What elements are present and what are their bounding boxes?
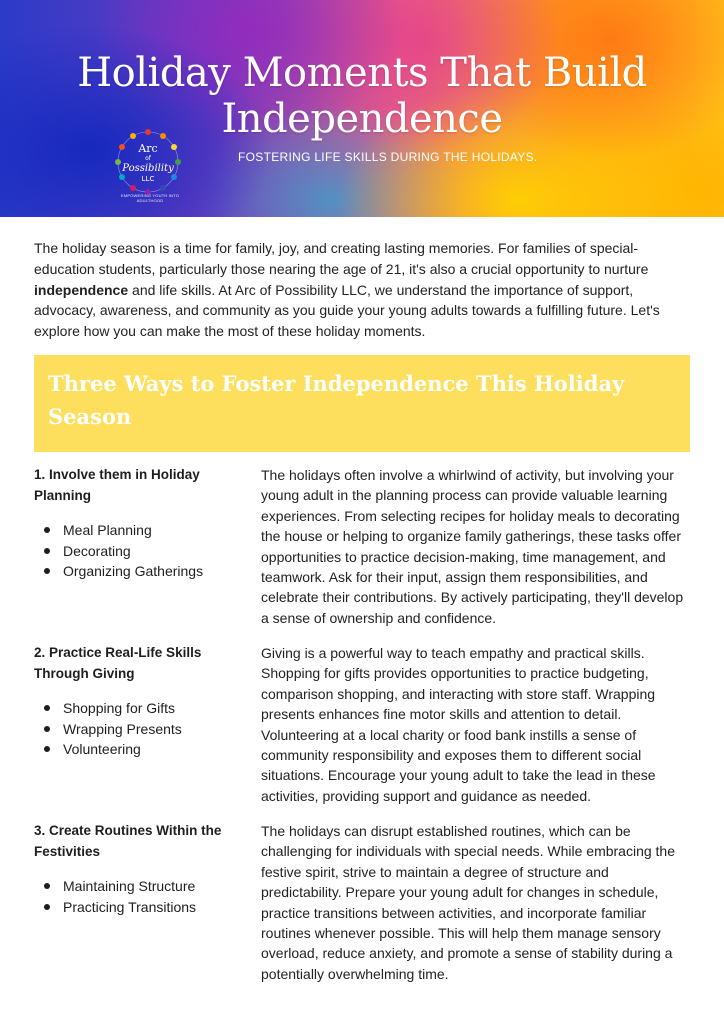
- bullet-icon: [44, 705, 50, 711]
- bullet-icon: [44, 746, 50, 752]
- bullet-icon: [44, 883, 50, 889]
- bullet-icon: [44, 904, 50, 910]
- bullet-icon: [44, 726, 50, 732]
- logo-text-arc: Arc: [138, 142, 158, 155]
- page-subtitle: FOSTERING LIFE SKILLS DURING THE HOLIDAYS.: [238, 150, 538, 164]
- list-item-label: Shopping for Gifts: [63, 700, 176, 716]
- logo-tagline: EMPOWERING YOUTH INTO ADULTHOOD: [120, 193, 180, 203]
- list-item: [44, 897, 244, 918]
- section-2-list: [44, 698, 244, 760]
- list-item: [44, 739, 244, 760]
- section-3-title: 3. Create Routines Within the Festivities: [34, 823, 222, 859]
- list-item-label: Volunteering: [63, 741, 141, 757]
- list-item-label: Decorating: [63, 542, 131, 559]
- logo-text-possibility: Possibility: [122, 163, 174, 174]
- header-banner: [0, 0, 724, 217]
- section-2-body: Giving is a powerful way to teach empathy and practical skills. Shopping for gifts provides opportunities to practice budgeting, comparison shopping, and interacting with store staff. Wrapping presents enhances fine motor skills and attention to detail. Volunteering at a local charity or food bank instills a sense of community responsibility and exposes them to different social situations. Encourage your young adult to take the lead in these activities, providing support and guidance as needed.: [261, 645, 656, 804]
- section-1-title: 1. Involve them in Holiday Planning: [34, 467, 200, 503]
- list-item: [44, 698, 244, 719]
- logo: [108, 128, 188, 198]
- logo-text-of: of: [145, 155, 151, 162]
- banner-title: Three Ways to Foster Independence This Holiday Season: [48, 371, 625, 429]
- intro-text-part-2: and life skills. At Arc of Possibility LLC, we understand the importance of support, advocacy, awareness, and community as you guide your young adults towards a fulfilling future. Let's explore how you can make the most of these holiday moments.: [34, 281, 660, 340]
- list-item: [44, 561, 244, 582]
- page-title-line-1: Holiday Moments That Build: [77, 50, 647, 96]
- list-item-label: Organizing Gatherings: [63, 563, 204, 579]
- page-title-line-2: Independence: [221, 96, 503, 142]
- section-1-body: The holidays often involve a whirlwind of activity, but involving your young adult in the planning process can provide valuable learning experiences. From selecting recipes for holiday meals to decorating the house or helping to organize family gatherings, these tasks offer opportunities to practice decision-making, time management, and teamwork. Ask for their input, assign them responsibilities, and celebrate their contributions. By actively participating, they'll develop a sense of ownership and confidence.: [261, 467, 684, 626]
- intro-text-part-1: The holiday season is a time for family, joy, and creating lasting memories. For families of special-education students, particularly those nearing the age of 21, it's also a crucial opportunity to nurture: [34, 240, 649, 277]
- section-3-body: The holidays can disrupt established routines, which can be challenging for individuals with special needs. While embracing the festive spirit, strive to maintain a degree of structure and predictability. Prepare your young adult for changes in schedule, practice transitions between activities, and incorporate familiar routines whenever possible. This will help them manage sensory overload, reduce anxiety, and promote a sense of stability during a potentially overwhelming time.: [261, 823, 676, 982]
- list-item-label: Maintaining Structure: [63, 878, 196, 894]
- bullet-icon: [44, 548, 50, 554]
- list-item-label: Wrapping Presents: [63, 720, 182, 737]
- section-banner: [34, 355, 690, 452]
- section-1-list: [44, 520, 244, 582]
- list-item: [44, 719, 244, 740]
- list-item-label: Meal Planning: [63, 522, 152, 538]
- logo-ring-icon: [115, 129, 181, 195]
- list-item: [44, 876, 244, 897]
- list-item: [44, 520, 244, 541]
- logo-text-llc: LLC: [141, 175, 155, 183]
- list-item-label: Practicing Transitions: [63, 898, 197, 915]
- intro-paragraph: [34, 238, 692, 342]
- intro-bold-term: independence: [34, 281, 129, 298]
- bullet-icon: [44, 568, 50, 574]
- bullet-icon: [44, 527, 50, 533]
- section-2-title: 2. Practice Real-Life Skills Through Giving: [34, 645, 202, 681]
- list-item: [44, 541, 244, 562]
- section-3-list: [44, 876, 244, 917]
